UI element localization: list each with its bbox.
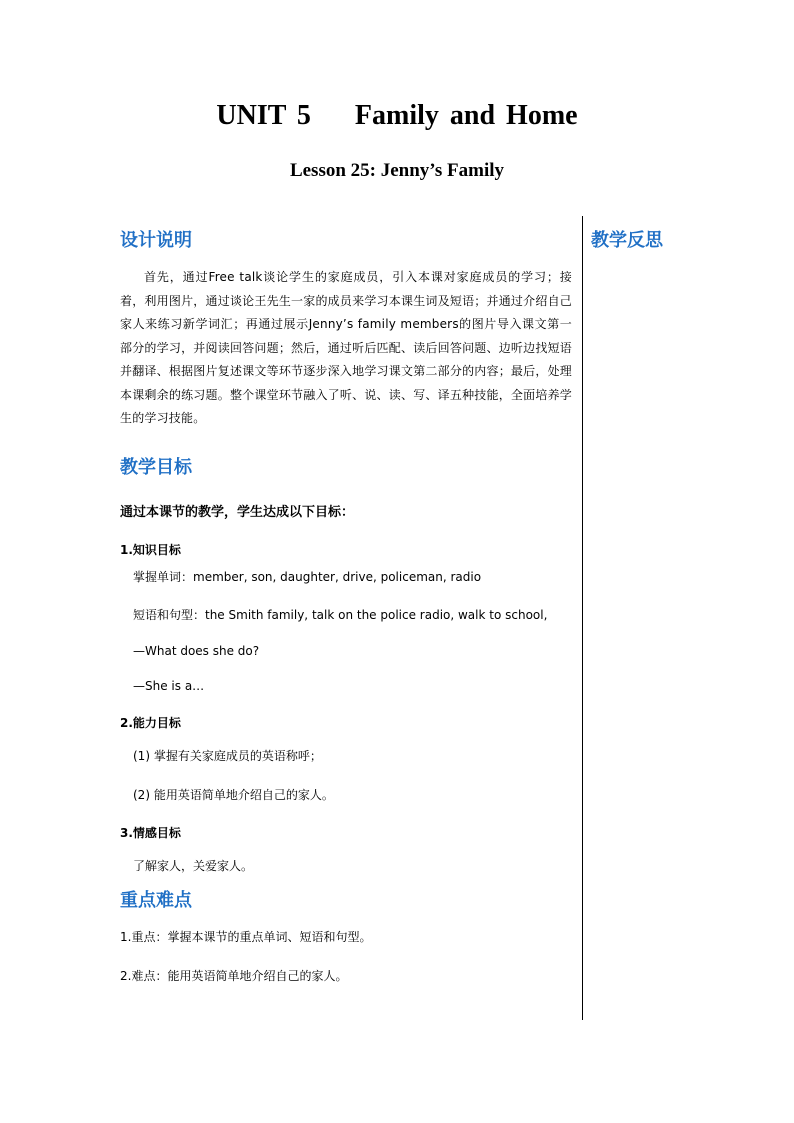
knowledge-words: 掌握单词：member, son, daughter, drive, policeman, radio <box>133 569 482 584</box>
column-divider <box>582 216 583 1020</box>
keypoints-heading: 重点难点 <box>120 889 192 911</box>
unit-title: UNIT 5 Family and Home <box>216 100 578 131</box>
keypoint-difficulty: 2.难点：能用英语简单地介绍自己的家人。 <box>120 968 348 983</box>
ability-goal-title: 2.能力目标 <box>120 715 181 730</box>
goals-intro: 通过本课节的教学，学生达成以下目标： <box>120 504 355 520</box>
ability-item-2: (2) 能用英语简单地介绍自己的家人。 <box>133 787 334 802</box>
knowledge-answer: —She is a… <box>133 678 205 693</box>
knowledge-question: —What does she do? <box>133 643 260 658</box>
lesson-title: Lesson 25: Jenny’s Family <box>289 160 505 181</box>
ability-item-1: (1) 掌握有关家庭成员的英语称呼； <box>133 748 322 763</box>
emotion-item-1: 了解家人，关爱家人。 <box>133 858 254 873</box>
design-heading: 设计说明 <box>120 230 192 251</box>
emotion-goal-title: 3.情感目标 <box>120 825 181 840</box>
knowledge-phrases: 短语和句型：the Smith family, talk on the police radio, walk to school, <box>133 607 548 622</box>
reflection-heading: 教学反思 <box>591 230 663 251</box>
design-paragraph: 首先，通过Free talk谈论学生的家庭成员，引入本课对家庭成员的学习；接着，利用图片，通过谈论王先生一家的成员来学习本课生词及短语；并通过介绍自己家人来练习新学词汇；再通过展示Jenny’s family members的图片导入课文第一部分的学习，并阅读回答问题；然后，通过听后匹配、读后回答问题、边听边找短语并翻译、根据图片复述课文等环节逐步深入地学习课文第二部分的内容；最后，处理本课剩余的练习题。整个课堂环节融入了听、说、读、写、译五种技能，全面培养学生的学习技能。 <box>120 270 572 425</box>
knowledge-goal-title: 1.知识目标 <box>120 542 181 557</box>
goals-heading: 教学目标 <box>120 456 192 478</box>
keypoint-focus: 1.重点：掌握本课节的重点单词、短语和句型。 <box>120 929 372 944</box>
main-column <box>120 226 572 984</box>
